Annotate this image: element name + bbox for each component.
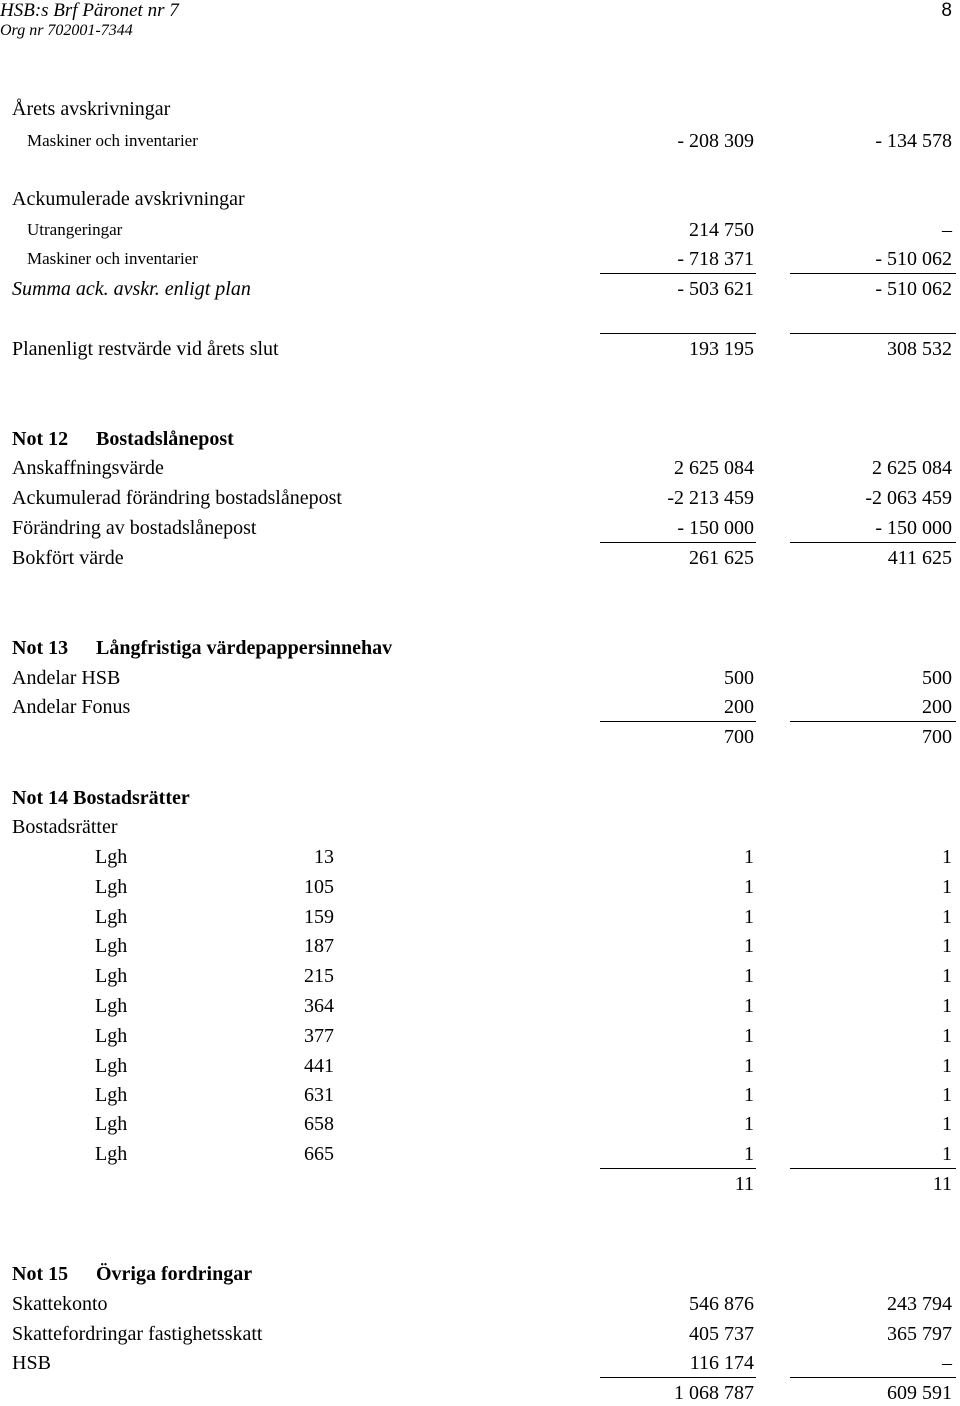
apartment-number: 13 <box>314 846 334 868</box>
previous-year-value: 1 <box>942 906 952 928</box>
summary-row <box>0 724 960 754</box>
current-year-value: 1 <box>744 1055 754 1077</box>
apartment-number: 364 <box>304 995 334 1017</box>
current-year-value: - 208 309 <box>677 130 754 152</box>
table-row <box>0 665 960 695</box>
row-label: Lgh <box>95 1055 128 1077</box>
table-row <box>0 217 960 247</box>
row-label: HSB <box>12 1352 51 1374</box>
row-label: Andelar Fonus <box>12 696 131 718</box>
section-title: Bostadsrätter <box>12 816 118 838</box>
underline <box>790 721 956 722</box>
table-row <box>0 844 960 874</box>
underline <box>790 273 956 274</box>
row-label: Andelar HSB <box>12 667 121 689</box>
org-name: HSB:s Brf Päronet nr 7 <box>0 0 179 21</box>
note-number: Not 13 <box>12 637 69 659</box>
current-year-value: 193 195 <box>689 338 754 360</box>
note-title: Långfristiga värdepappersinnehav <box>96 637 393 659</box>
row-label: Anskaffningsvärde <box>12 457 164 479</box>
table-row <box>0 1053 960 1083</box>
row-label: Förändring av bostadslånepost <box>12 517 257 539</box>
table-row <box>0 694 960 724</box>
previous-year-value: 1 <box>942 1113 952 1135</box>
underline <box>600 721 756 722</box>
previous-year-value: 365 797 <box>887 1323 952 1345</box>
apartment-number: 105 <box>304 876 334 898</box>
row-label: Lgh <box>95 876 128 898</box>
row-label: Lgh <box>95 1143 128 1165</box>
current-year-total: 11 <box>734 1173 754 1195</box>
apartment-number: 187 <box>304 935 334 957</box>
apartment-number: 441 <box>304 1055 334 1077</box>
row-label: Bokfört värde <box>12 547 124 569</box>
table-row <box>0 455 960 485</box>
row-label: Lgh <box>95 1084 128 1106</box>
section-heading <box>0 96 960 126</box>
current-year-value: - 503 621 <box>677 278 754 300</box>
current-year-value: 1 <box>744 1025 754 1047</box>
previous-year-value: 1 <box>942 876 952 898</box>
note-title: Not 14 Bostadsrätter <box>12 787 190 809</box>
table-row <box>0 1141 960 1171</box>
row-label: Lgh <box>95 1113 128 1135</box>
summary-row <box>0 1171 960 1201</box>
row-label: Lgh <box>95 935 128 957</box>
row-label: Lgh <box>95 906 128 928</box>
current-year-value: - 150 000 <box>677 517 754 539</box>
summary-row <box>0 1380 960 1404</box>
previous-year-value: 1 <box>942 1025 952 1047</box>
current-year-value: 1 <box>744 876 754 898</box>
current-year-value: 261 625 <box>689 547 754 569</box>
underline <box>600 333 756 334</box>
row-label: Ackumulerad förändring bostadslånepost <box>12 487 342 509</box>
row-label: Lgh <box>95 1025 128 1047</box>
table-row <box>0 963 960 993</box>
row-label: Planenligt restvärde vid årets slut <box>12 338 279 360</box>
previous-year-value: 1 <box>942 1084 952 1106</box>
previous-year-value: 1 <box>942 846 952 868</box>
note-heading <box>0 635 960 665</box>
previous-year-value: – <box>942 219 952 241</box>
underline <box>790 1377 956 1378</box>
summary-row <box>0 545 960 575</box>
apartment-number: 159 <box>304 906 334 928</box>
previous-year-value: 1 <box>942 935 952 957</box>
org-number: Org nr 702001-7344 <box>0 22 133 39</box>
page-number: 8 <box>941 0 952 21</box>
row-label: Utrangeringar <box>27 220 123 239</box>
section-heading <box>0 186 960 216</box>
summary-row <box>0 276 960 306</box>
previous-year-value: 308 532 <box>887 338 952 360</box>
current-year-value: - 718 371 <box>677 248 754 270</box>
previous-year-value: 2 625 084 <box>872 457 952 479</box>
section-title: Ackumulerade avskrivningar <box>12 188 245 210</box>
previous-year-value: - 510 062 <box>875 278 952 300</box>
previous-year-total: 609 591 <box>887 1382 952 1404</box>
summary-row <box>0 336 960 366</box>
note-heading <box>0 426 960 456</box>
previous-year-value: 411 625 <box>887 547 952 569</box>
apartment-number: 377 <box>304 1025 334 1047</box>
note-title: Övriga fordringar <box>96 1263 253 1285</box>
row-label: Maskiner och inventarier <box>27 131 198 150</box>
previous-year-value: 1 <box>942 995 952 1017</box>
current-year-value: 1 <box>744 906 754 928</box>
table-row <box>0 1321 960 1351</box>
current-year-value: -2 213 459 <box>667 487 754 509</box>
previous-year-total: 11 <box>932 1173 952 1195</box>
current-year-value: 1 <box>744 846 754 868</box>
previous-year-total: 700 <box>922 726 952 748</box>
previous-year-value: - 150 000 <box>875 517 952 539</box>
row-label: Maskiner och inventarier <box>27 249 198 268</box>
previous-year-value: - 510 062 <box>875 248 952 270</box>
current-year-value: 1 <box>744 1143 754 1165</box>
current-year-value: 116 174 <box>689 1352 754 1374</box>
row-label: Lgh <box>95 846 128 868</box>
current-year-value: 214 750 <box>689 219 754 241</box>
row-label: Skattekonto <box>12 1293 108 1315</box>
previous-year-value: 243 794 <box>887 1293 952 1315</box>
table-row <box>0 874 960 904</box>
current-year-total: 1 068 787 <box>674 1382 754 1404</box>
apartment-number: 215 <box>304 965 334 987</box>
table-row <box>0 1291 960 1321</box>
current-year-value: 200 <box>724 696 754 718</box>
table-row <box>0 485 960 515</box>
table-row <box>0 904 960 934</box>
current-year-total: 700 <box>724 726 754 748</box>
previous-year-value: - 134 578 <box>875 130 952 152</box>
row-label: Lgh <box>95 995 128 1017</box>
table-row <box>0 246 960 276</box>
current-year-value: 1 <box>744 965 754 987</box>
table-row <box>0 1023 960 1053</box>
underline <box>600 1377 756 1378</box>
apartment-number: 665 <box>304 1143 334 1165</box>
note-number: Not 12 <box>12 428 69 450</box>
table-row <box>0 993 960 1023</box>
previous-year-value: 200 <box>922 696 952 718</box>
section-title: Årets avskrivningar <box>12 98 171 120</box>
note-title: Bostadslånepost <box>96 428 234 450</box>
underline <box>600 1168 756 1169</box>
current-year-value: 405 737 <box>689 1323 754 1345</box>
row-label: Summa ack. avskr. enligt plan <box>12 278 251 300</box>
current-year-value: 1 <box>744 1084 754 1106</box>
table-row <box>0 1350 960 1380</box>
underline <box>790 542 956 543</box>
current-year-value: 1 <box>744 995 754 1017</box>
current-year-value: 1 <box>744 1113 754 1135</box>
table-row <box>0 128 960 158</box>
previous-year-value: – <box>942 1352 952 1374</box>
current-year-value: 2 625 084 <box>674 457 754 479</box>
underline <box>790 1168 956 1169</box>
current-year-value: 546 876 <box>689 1293 754 1315</box>
row-label: Skattefordringar fastighetsskatt <box>12 1323 263 1345</box>
previous-year-value: 1 <box>942 1055 952 1077</box>
previous-year-value: 1 <box>942 1143 952 1165</box>
note-number: Not 15 <box>12 1263 69 1285</box>
apartment-number: 631 <box>304 1084 334 1106</box>
underline <box>600 542 756 543</box>
previous-year-value: 1 <box>942 965 952 987</box>
table-row <box>0 1111 960 1141</box>
underline <box>790 333 956 334</box>
previous-year-value: -2 063 459 <box>865 487 952 509</box>
note-heading <box>0 785 960 815</box>
table-row <box>0 1082 960 1112</box>
current-year-value: 1 <box>744 935 754 957</box>
apartment-number: 658 <box>304 1113 334 1135</box>
underline <box>600 273 756 274</box>
table-row <box>0 515 960 545</box>
previous-year-value: 500 <box>922 667 952 689</box>
section-heading <box>0 814 960 844</box>
row-label: Lgh <box>95 965 128 987</box>
table-row <box>0 933 960 963</box>
note-heading <box>0 1261 960 1291</box>
current-year-value: 500 <box>724 667 754 689</box>
